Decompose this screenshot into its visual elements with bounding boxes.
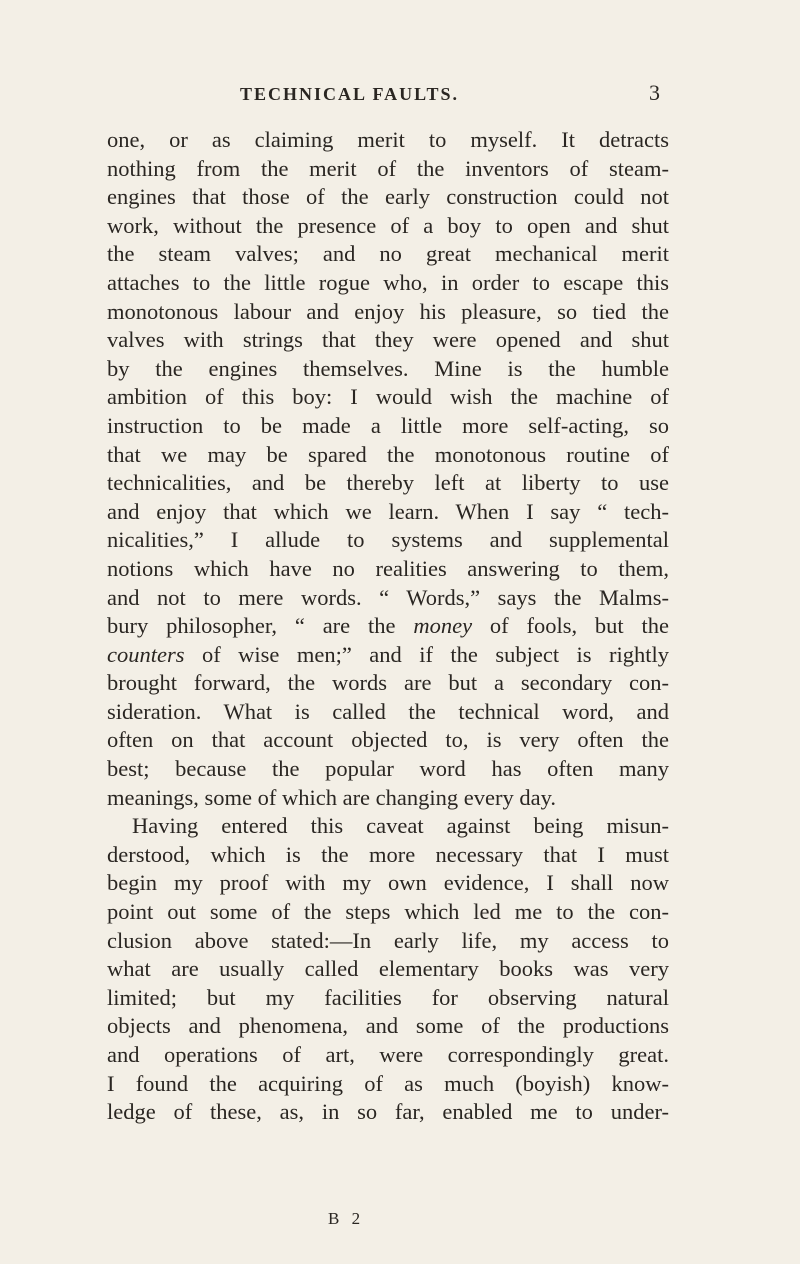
text-line: valves with strings that they were opened and shut	[107, 327, 669, 353]
text-line: what are usually called elementary books was very	[107, 956, 669, 982]
page-header	[0, 80, 800, 114]
text-line: instruction to be made a little more self-acting, so	[107, 412, 669, 438]
text-line: objects and phenomena, and some of the productions	[107, 1013, 669, 1039]
body-text	[107, 126, 669, 1127]
text-line: and not to mere words. “ Words,” says the Malms-	[107, 584, 669, 610]
text-line: nicalities,” I allude to systems and supplemental	[107, 527, 669, 553]
text-line: one, or as claiming merit to myself. It detracts	[107, 127, 669, 152]
text-line: technicalities, and be thereby left at liberty to use	[107, 470, 669, 496]
text-fragment: of fools, but the	[472, 613, 669, 639]
text-line: derstood, which is the more necessary that I must	[107, 841, 669, 867]
text-line: sideration. What is called the technical word, and	[107, 698, 669, 724]
italic-word-money: money	[413, 613, 473, 639]
running-title: TECHNICAL FAULTS.	[240, 84, 460, 104]
text-line: brought forward, the words are but a secondary con-	[107, 670, 669, 696]
text-line: meanings, some of which are changing every day.	[107, 784, 557, 810]
text-line: begin my proof with my own evidence, I shall now	[107, 870, 669, 896]
text-line: engines that those of the early construction could not	[107, 184, 669, 210]
text-line: work, without the presence of a boy to open and shut	[107, 212, 669, 238]
italic-word-counters: counters	[107, 641, 185, 667]
text-line-mixed	[107, 641, 669, 670]
text-line: limited; but my facilities for observing natural	[107, 984, 669, 1010]
page-number: 3	[649, 80, 660, 105]
text-line: monotonous labour and enjoy his pleasure, so tied the	[107, 298, 669, 324]
signature-mark: B 2	[328, 1209, 365, 1228]
text-fragment: of wise men;” and if the subject is rightly	[184, 641, 669, 667]
text-line-mixed	[107, 612, 669, 641]
text-fragment: bury philosopher, “ are the	[107, 613, 396, 639]
text-line: that we may be spared the monotonous routine of	[107, 441, 669, 467]
text-line: point out some of the steps which led me to the con-	[107, 899, 669, 925]
text-line-paragraph-start: Having entered this caveat against being misun-	[132, 813, 669, 839]
text-line: nothing from the merit of the inventors of steam-	[107, 155, 669, 181]
text-line: often on that account objected to, is very often the	[107, 727, 669, 753]
text-line: I found the acquiring of as much (boyish) know-	[107, 1070, 669, 1096]
text-line: ambition of this boy: I would wish the machine of	[107, 384, 669, 410]
text-line: by the engines themselves. Mine is the humble	[107, 355, 669, 381]
text-line: best; because the popular word has often many	[107, 756, 669, 782]
text-line: ledge of these, as, in so far, enabled me to under-	[107, 1099, 669, 1125]
text-line: the steam valves; and no great mechanical merit	[107, 241, 669, 267]
text-line: clusion above stated:—In early life, my access to	[107, 927, 669, 953]
text-line: and operations of art, were correspondingly great.	[107, 1042, 669, 1067]
text-line: and enjoy that which we learn. When I say “ tech-	[107, 498, 669, 524]
text-line: attaches to the little rogue who, in order to escape this	[107, 269, 669, 295]
text-line: notions which have no realities answering to them,	[107, 555, 669, 581]
